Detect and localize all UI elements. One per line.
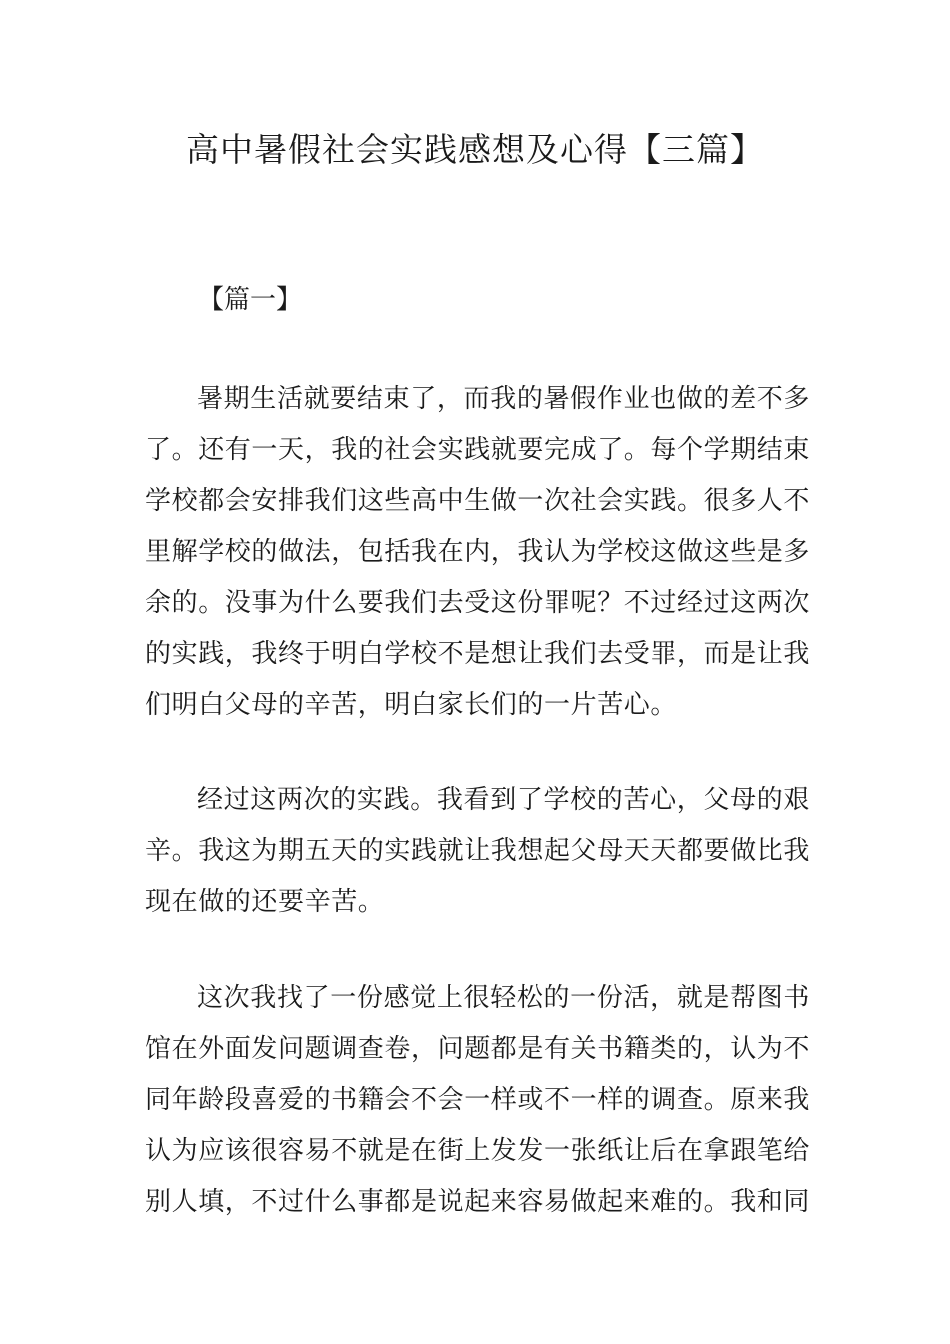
document-title: 高中暑假社会实践感想及心得【三篇】: [186, 130, 764, 169]
section-label: 【篇一】: [198, 285, 303, 315]
paragraph-1: 暑期生活就要结束了，而我的暑假作业也做的差不多了。还有一天，我的社会实践就要完成了。每个学期结束学校都会安排我们这些高中生做一次社会实践。很多人不里解学校的做法，包括我在内，我认为学校这做这些是多余的。没事为什么要我们去受这份罪呢？不过经过这两次的实践，我终于明白学校不是想让我们去受罪，而是让我们明白父母的辛苦，明白家长们的一片苦心。: [145, 384, 811, 720]
paragraph-2: 经过这两次的实践。我看到了学校的苦心，父母的艰辛。我这为期五天的实践就让我想起父母天天都要做比我现在做的还要辛苦。: [145, 785, 811, 917]
paragraph-3: 这次我找了一份感觉上很轻松的一份活，就是帮图书馆在外面发问题调查卷，问题都是有关书籍类的，认为不同年龄段喜爱的书籍会不会一样或不一样的调查。原来我认为应该很容易不就是在街上发发一张纸让后在拿跟笔给别人填，不过什么事都是说起来容易做起来难的。我和同: [145, 983, 811, 1217]
